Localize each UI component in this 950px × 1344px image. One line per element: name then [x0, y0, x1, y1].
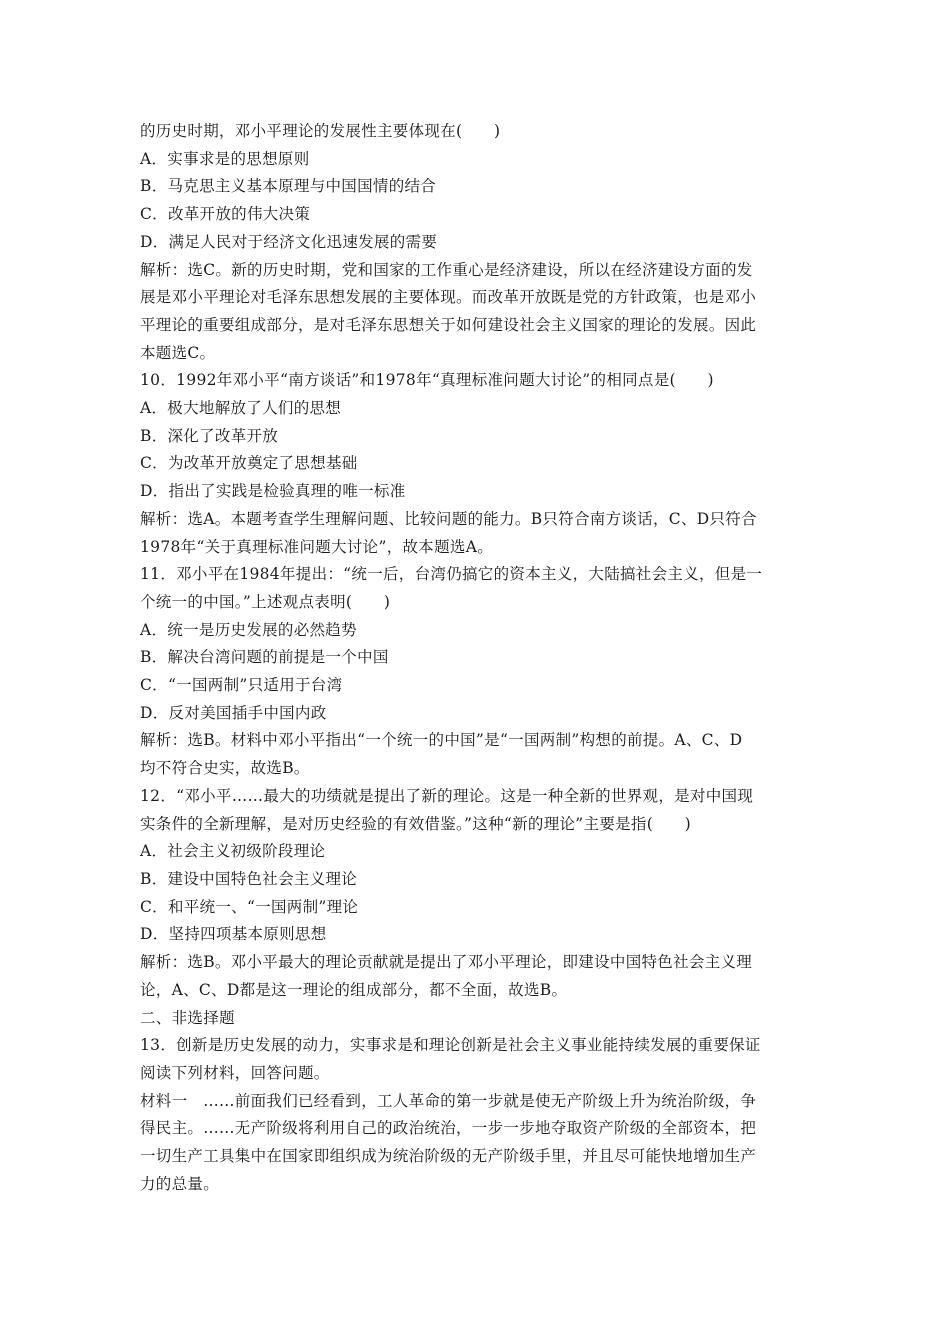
material-line: 得民主。……无产阶级将利用自己的政治统治，一步一步地夺取资产阶级的全部资本，把 [140, 1119, 757, 1138]
document-page [140, 118, 816, 1198]
analysis-line: 论，A、C、D都是这一理论的组成部分，都不全面，故选B。 [140, 980, 568, 999]
section-heading: 二、非选择题 [140, 1008, 235, 1027]
analysis-line: 解析：选A。本题考查学生理解问题、比较问题的能力。B只符合南方谈话，C、D只符合 [140, 509, 757, 528]
option-line: B．深化了改革开放 [140, 426, 279, 445]
question-line: 12．“邓小平……最大的功绩就是提出了新的理论。这是一种全新的世界观，是对中国现 [140, 786, 754, 805]
analysis-line: 解析：选C。新的历史时期，党和国家的工作重心是经济建设，所以在经济建设方面的发 [140, 260, 753, 279]
option-line: A．社会主义初级阶段理论 [140, 842, 326, 861]
option-line: D．坚持四项基本原则思想 [140, 925, 327, 944]
question-line: 13．创新是历史发展的动力，实事求是和理论创新是社会主义事业能持续发展的重要保证 [140, 1036, 761, 1055]
option-line: C．和平统一、“一国两制”理论 [140, 897, 359, 916]
analysis-line: 解析：选B。材料中邓小平指出“一个统一的中国”是“一国两制”构想的前提。A、C、D [140, 731, 743, 750]
question-line: 个统一的中国。”上述观点表明( ) [140, 592, 391, 611]
option-line: D．反对美国插手中国内政 [140, 703, 327, 722]
question-line: 实条件的全新理解，是对历史经验的有效借鉴。”这种“新的理论”主要是指( ) [140, 814, 692, 833]
option-line: D．指出了实践是检验真理的唯一标准 [140, 482, 406, 501]
material-line: 力的总量。 [140, 1174, 220, 1193]
analysis-line: 1978年“关于真理标准问题大讨论”，故本题选A。 [140, 537, 493, 556]
analysis-line: 平理论的重要组成部分，是对毛泽东思想关于如何建设社会主义国家的理论的发展。因此 [140, 315, 757, 334]
text-line: 的历史时期，邓小平理论的发展性主要体现在( ) [140, 122, 501, 140]
question-line: 阅读下列材料，回答问题。 [140, 1063, 330, 1082]
analysis-line: 展是邓小平理论对毛泽东思想发展的主要体现。而改革开放既是党的方针政策，也是邓小 [140, 288, 757, 307]
option-line: A．极大地解放了人们的思想 [140, 399, 342, 418]
material-line: 一切生产工具集中在国家即组织成为统治阶级的无产阶级手里，并且尽可能快地增加生产 [140, 1147, 757, 1166]
question-line: 11．邓小平在1984年提出：“统一后，台湾仍搞它的资本主义，大陆搞社会主义，但是一 [140, 565, 763, 584]
question-line: 10．1992年邓小平“南方谈话”和1978年“真理标准问题大讨论”的相同点是( ) [140, 371, 714, 390]
analysis-line: 本题选C。 [140, 343, 216, 362]
option-line: C．改革开放的伟大决策 [140, 205, 311, 224]
option-line: A．统一是历史发展的必然趋势 [140, 620, 357, 639]
option-line: D．满足人民对于经济文化迅速发展的需要 [140, 232, 438, 251]
option-line: B．马克思主义基本原理与中国国情的结合 [140, 177, 437, 196]
material-line: 材料一 ……前面我们已经看到，工人革命的第一步就是使无产阶级上升为统治阶级，争 [140, 1091, 757, 1110]
option-line: A．实事求是的思想原则 [140, 149, 310, 168]
analysis-line: 解析：选B。邓小平最大的理论贡献就是提出了邓小平理论，即建设中国特色社会主义理 [140, 953, 753, 972]
option-line: C．“一国两制”只适用于台湾 [140, 676, 343, 695]
option-line: B．解决台湾问题的前提是一个中国 [140, 648, 389, 667]
option-line: C．为改革开放奠定了思想基础 [140, 454, 358, 473]
analysis-line: 均不符合史实，故选B。 [140, 759, 310, 778]
option-line: B．建设中国特色社会主义理论 [140, 869, 358, 888]
